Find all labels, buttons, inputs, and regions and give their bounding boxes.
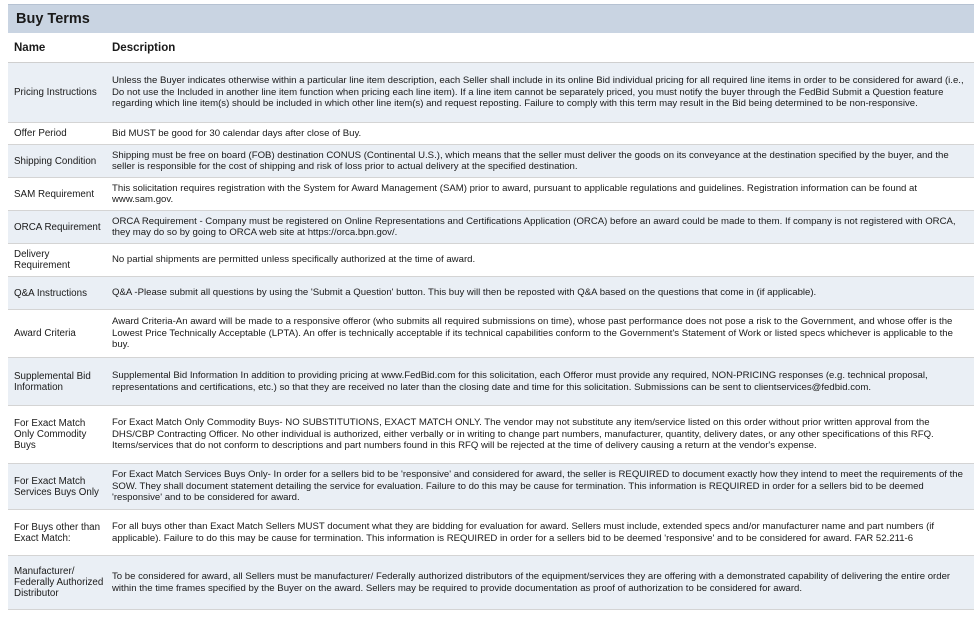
table-row	[8, 244, 974, 277]
column-header-name: Name	[8, 33, 106, 63]
term-description: Shipping must be free on board (FOB) destination CONUS (Continental U.S.), which means that the seller must deliver the goods on its conveyance at the destination specified by the buyer, and the seller is responsible for the cost of shipping and risk of loss prior to actual delivery at the specified destination.	[106, 145, 974, 178]
term-description: Bid MUST be good for 30 calendar days after close of Buy.	[106, 123, 974, 145]
buy-terms-panel	[8, 4, 974, 610]
term-description: This solicitation requires registration with the System for Award Management (SAM) prior to award, pursuant to applicable regulations and guidelines. Registration information can be found at www.sam.gov.	[106, 178, 974, 211]
section-title: Buy Terms	[8, 4, 974, 33]
table-row	[8, 464, 974, 510]
table-row	[8, 406, 974, 464]
term-description: For Exact Match Only Commodity Buys- NO SUBSTITUTIONS, EXACT MATCH ONLY. The vendor may not substitute any item/service listed on this order without prior written approval from the DHS/CBP Contracting Officer. No other individual is authorized, either verbally or in writing to change part numbers, manufacturer, quantity, delivery dates, or any other specifications of this RFQ. Items/services that do not conform to descriptions and part numbers found in this RFQ will be rejected at the time of delivery causing a return at the vendor's expense.	[106, 406, 974, 464]
term-description: Supplemental Bid Information In addition to providing pricing at www.FedBid.com for this solicitation, each Offeror must provide any required, NON-PRICING responses (e.g. technical proposal, representations and certifications, etc.) so that they are received no later than the closing date and time for this solicitation. Submissions can be sent to clientservices@fedbid.com.	[106, 358, 974, 406]
table-row	[8, 211, 974, 244]
term-description: Unless the Buyer indicates otherwise within a particular line item description, each Seller shall include in its online Bid individual pricing for all required line items in order to be considered for award (i.e., Do not use the Included in another line item function when pricing each line item). If a line item cannot be separately priced, you must notify the buyer through the FedBid Submit a Question feature regarding which line item(s) should be included in which other line item(s) and request reposting. Failure to comply with this term may result in the Bid being determined to be non-responsive.	[106, 63, 974, 123]
term-name: For Buys other than Exact Match:	[8, 510, 106, 556]
term-name: For Exact Match Services Buys Only	[8, 464, 106, 510]
term-description: To be considered for award, all Sellers must be manufacturer/ Federally authorized distributors of the equipment/services they are offering with a demonstrated capability of delivering the entire order within the time frames specified by the Buyer on the award. Sellers may be required to provide documentation as proof of authorization to be considered for award.	[106, 556, 974, 610]
table-row	[8, 358, 974, 406]
term-name: Manufacturer/ Federally Authorized Distributor	[8, 556, 106, 610]
table-row	[8, 310, 974, 358]
term-name: For Exact Match Only Commodity Buys	[8, 406, 106, 464]
term-name: Q&A Instructions	[8, 277, 106, 310]
table-header-row	[8, 33, 974, 63]
buy-terms-table	[8, 33, 974, 610]
term-name: SAM Requirement	[8, 178, 106, 211]
table-row	[8, 510, 974, 556]
table-row	[8, 63, 974, 123]
term-name: Delivery Requirement	[8, 244, 106, 277]
term-description: For all buys other than Exact Match Sellers MUST document what they are bidding for evaluation for award. Sellers must include, extended specs and/or manufacturer name and part numbers (if applicable). Failure to do this may be cause for termination. This information is REQUIRED in order for a sellers bid to be deemed 'responsive' and to be considered for award. FAR 52.211-6	[106, 510, 974, 556]
table-row	[8, 556, 974, 610]
term-description: Award Criteria-An award will be made to a responsive offeror (who submits all required submissions on time), whose past performance does not pose a risk to the Government, and whose offer is the Lowest Price Technically Acceptable (LPTA). An offer is technically acceptable if its technical capabilities conform to the Government's Statement of Work or listed specs whichever is applicable to the buy.	[106, 310, 974, 358]
table-row	[8, 145, 974, 178]
term-name: Pricing Instructions	[8, 63, 106, 123]
column-header-description: Description	[106, 33, 974, 63]
table-row	[8, 178, 974, 211]
term-description: No partial shipments are permitted unless specifically authorized at the time of award.	[106, 244, 974, 277]
term-name: Shipping Condition	[8, 145, 106, 178]
term-name: Supplemental Bid Information	[8, 358, 106, 406]
table-row	[8, 123, 974, 145]
term-name: ORCA Requirement	[8, 211, 106, 244]
table-row	[8, 277, 974, 310]
term-description: For Exact Match Services Buys Only- In order for a sellers bid to be 'responsive' and considered for award, the seller is REQUIRED to document exactly how they intend to meet the requirements of the SOW. They shall document statement detailing the service for evaluation. Failure to do this may be cause for termination. This information is REQUIRED in order for a sellers bid to be deemed 'responsive' and to be considered for award.	[106, 464, 974, 510]
term-description: ORCA Requirement - Company must be registered on Online Representations and Certifications Application (ORCA) before an award could be made to them. If company is not registered with ORCA, they may do so by going to ORCA web site at https://orca.bpn.gov/.	[106, 211, 974, 244]
term-name: Offer Period	[8, 123, 106, 145]
term-name: Award Criteria	[8, 310, 106, 358]
term-description: Q&A -Please submit all questions by using the 'Submit a Question' button. This buy will then be reposted with Q&A based on the questions that come in (if applicable).	[106, 277, 974, 310]
